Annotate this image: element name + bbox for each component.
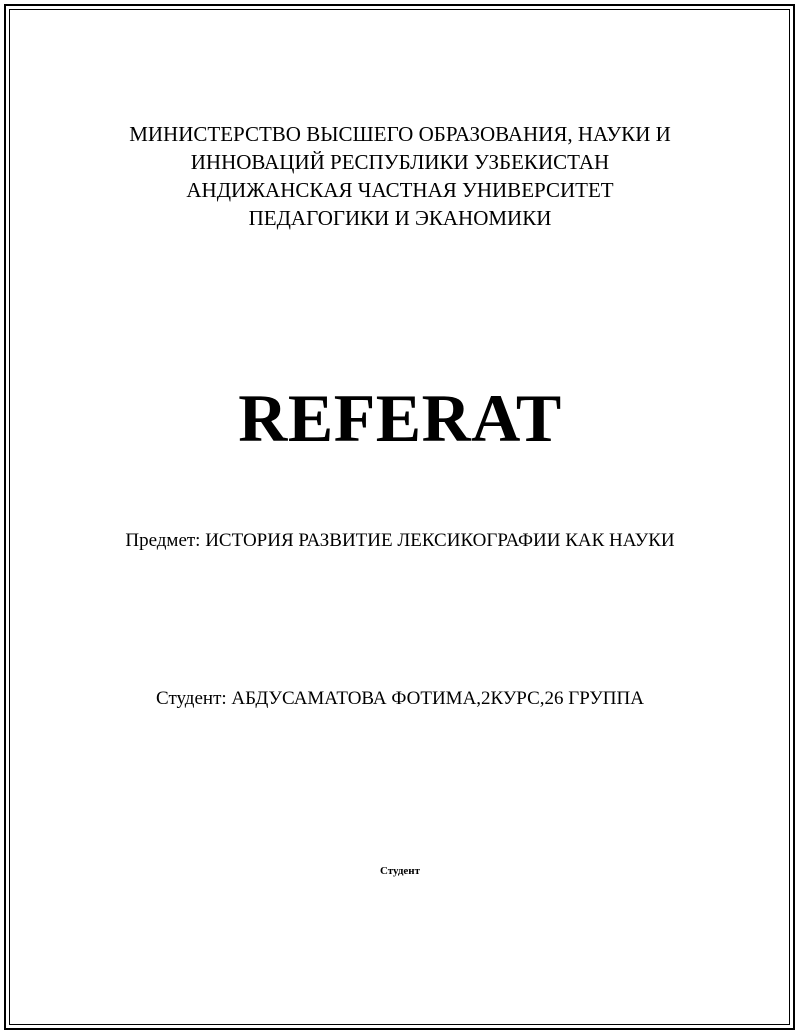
header-line-4: ПЕДАГОГИКИ И ЭКАНОМИКИ [248, 206, 552, 230]
header-line-3: АНДИЖАНСКАЯ ЧАСТНАЯ УНИВЕРСИТЕТ [186, 178, 614, 202]
subject-line: Предмет: ИСТОРИЯ РАЗВИТИЕ ЛЕКСИКОГРАФИИ КАК НАУКИ [125, 530, 675, 551]
institution-header [40, 120, 760, 232]
student-label: Студент [379, 865, 421, 877]
header-line-1: МИНИСТЕРСТВО ВЫСШЕГО ОБРАЗОВАНИЯ, НАУКИ И [129, 122, 671, 146]
student-line: Студент: АБДУСАМАТОВА ФОТИМА,2КУРС,26 ГРУППА [156, 688, 644, 709]
header-line-2: ИННОВАЦИЙ РЕСПУБЛИКИ УЗБЕКИСТАН [190, 150, 610, 174]
document-title: REFERAT [238, 380, 562, 456]
